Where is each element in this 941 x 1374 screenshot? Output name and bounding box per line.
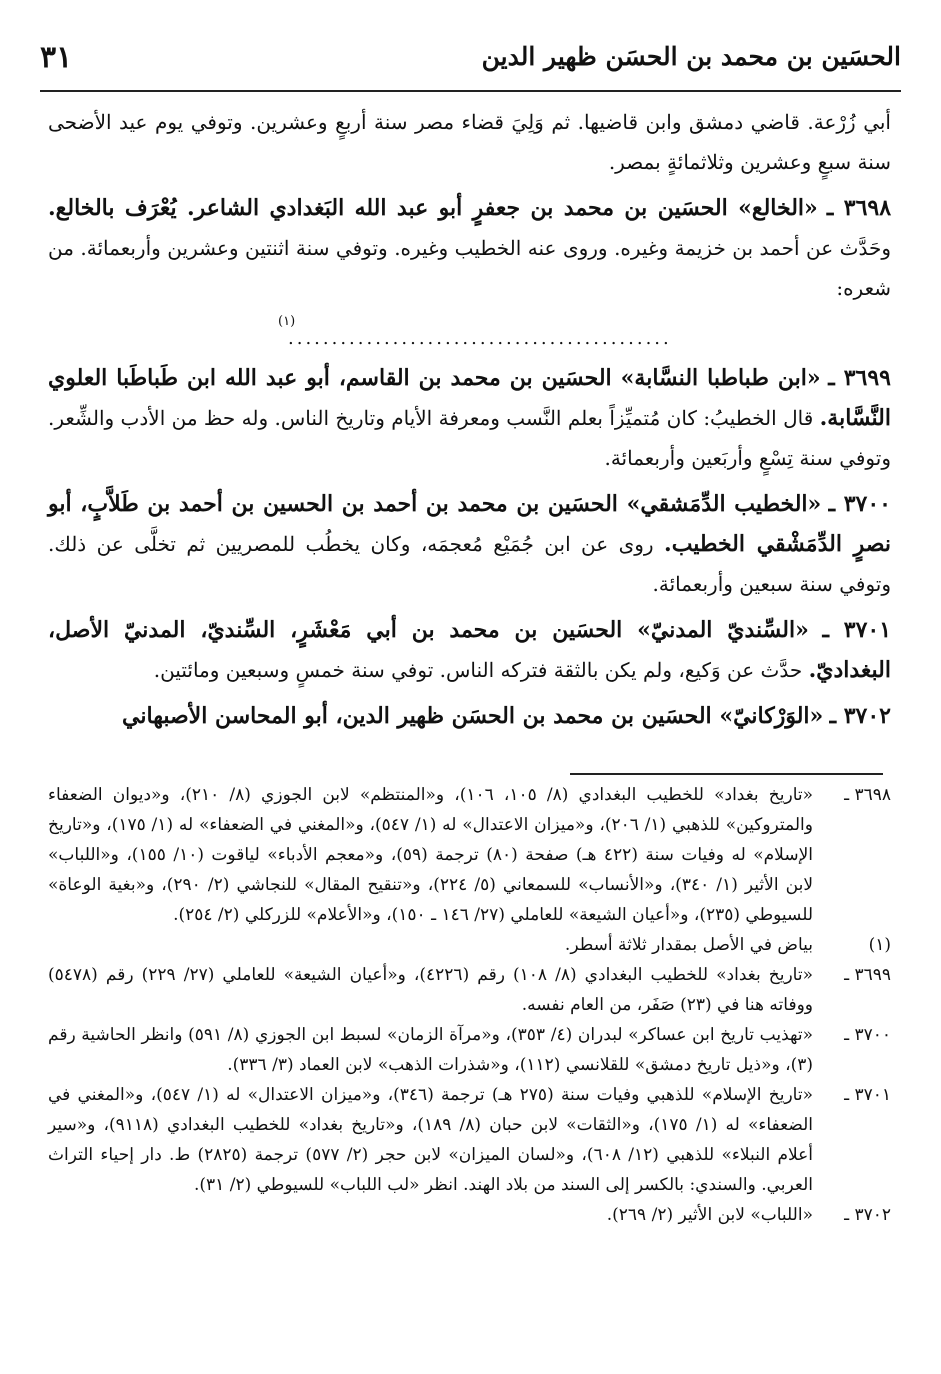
running-title: الحسَين بن محمد بن الحسَن ظهير الدين bbox=[481, 42, 901, 71]
page-header bbox=[40, 40, 901, 86]
entry-number: ٣٧٠٢ ـ bbox=[829, 703, 891, 729]
entry-heading: «الوَرْكانيّ» الحسَين بن محمد بن الحسَن ظهير الدين، أبو المحاسن الأصبهاني bbox=[122, 703, 824, 729]
footnote-ref: (١) bbox=[278, 314, 296, 329]
footnote-text: «تاريخ بغداد» للخطيب البغدادي (٨/ ١٠٥، ١٠٦)، و«المنتظم» لابن الجوزي (٨/ ٢١٠)، و«ديوان الضعفاء والمتروكين» للذهبي (١/ ٢٠٦)، و«ميزان الاعتدال» له (١/ ٥٤٧)، و«المغني في الضعفاء» له (١/ ١٧٥)، و«تاريخ الإسلام» له وفيات سنة (٤٢٢ هـ) صفحة (٨٠) ترجمة (٥٩)، و«معجم الأدباء» لياقوت (١٠/ ١٥٥)، و«اللباب» لابن الأثير (١/ ٣٤٠)، و«الأنساب» للسمعاني (٥/ ٢٢٤)، و«تنقيح المقال» للنجاشي (٢/ ٢٩٠)، و«بغية الوعاة» للسيوطي (٢٣٥)، و«أعيان الشيعة» للعاملي (٢٧/ ١٤٦ ـ ١٥٠)، و«الأعلام» للزركلي (٢/ ٢٥٤). bbox=[48, 785, 814, 925]
entry-continuation bbox=[48, 102, 891, 182]
footnote-3701 bbox=[48, 1080, 891, 1200]
page-number: ٣١ bbox=[40, 40, 73, 75]
footnote-separator bbox=[570, 773, 883, 775]
footnote-text: «تهذيب تاريخ ابن عساكر» لبدران (٤/ ٣٥٣)، و«مرآة الزمان» لسبط ابن الجوزي (٨/ ٥٩١) وانظر الحاشية رقم (٣)، و«ذيل تاريخ دمشق» للقلانسي (١١٢)، و«شذرات الذهب» لابن العماد (٣/ ٣٣٦). bbox=[48, 1025, 813, 1075]
entry-heading: «الخطيب الدِّمَشقي» الحسَين بن محمد بن أحمد بن الحسين بن أحمد بن طَلاَّبٍ، أبو نصرٍ الدِّمَشْقي الخطيب. bbox=[48, 491, 891, 557]
entry-heading: «السِّنديّ المدنيّ» الحسَين بن محمد بن أبي مَعْشَرٍ، السِّنديّ، المدنيّ الأصل، البغداديّ. bbox=[48, 617, 891, 683]
footnote-text: «تاريخ الإسلام» للذهبي وفيات سنة (٢٧٥ هـ) ترجمة (٣٤٦)، و«ميزان الاعتدال» له (١/ ٥٤٧)، و«المغني في الضعفاء» له (١/ ١٧٥)، و«الثقات» لابن حبان (٨/ ١٨٩)، و«تاريخ بغداد» للخطيب البغدادي (٩١١٨)، و«سير أعلام النبلاء» للذهبي (١٢/ ٦٠٨)، و«لسان الميزان» لابن حجر (٢/ ٥٧٧) ترجمة (٢٨٢٥) ط. دار إحياء التراث العربي. والسندي: بالكسر إلى السند من بلاد الهند. انظر «لب اللباب» للسيوطي (٢/ ٣١). bbox=[48, 1085, 814, 1195]
entry-text: قال الخطيبُ: كان مُتميِّزاً بعلم النَّسب ومعرفة الأيام وتاريخ الناس. وله حظ من الأدب والشِّعر. وتوفي سنة تِسْعٍ وأربَعين وأربعمائة. bbox=[48, 406, 891, 470]
entry-heading: «ابن طباطبا النسَّابة» الحسَين بن محمد بن القاسم، أبو عبد الله ابن طَباطَبا العلوي النَّسَّابة. bbox=[48, 365, 891, 431]
footnote-3698 bbox=[48, 780, 891, 930]
header-rule bbox=[40, 90, 901, 92]
entry-text: حدَّث عن وَكيع، ولم يكن بالثقة فتركه الناس. توفي سنة خمسٍ وسبعين ومائتين. bbox=[153, 658, 803, 682]
entry-number: ٣٦٩٩ ـ bbox=[828, 365, 891, 391]
footnote-1 bbox=[48, 930, 891, 960]
entry-3698 bbox=[48, 188, 891, 308]
footnote-text: «تاريخ بغداد» للخطيب البغدادي (٨/ ١٠٨) رقم (٤٢٢٦)، و«أعيان الشيعة» للعاملي (٢٧/ ٢٢٩) رقم (٥٤٧٨) ووفاته هنا في (٢٣) صَفَر، من العام نفسه. bbox=[48, 965, 813, 1015]
entry-3702 bbox=[48, 696, 891, 736]
footnote-number: ٣٦٩٨ ـ bbox=[844, 785, 891, 805]
footnote-number: (١) bbox=[868, 935, 891, 955]
entry-text: أبي زُرْعة. قاضي دمشق وابن قاضيها. ثم وَلِيَ قضاء مصر سنة أربعٍ وعشرين. وتوفي يوم عيد الأضحى سنة سبعٍ وعشرين وثلاثمائةٍ بمصر. bbox=[48, 110, 891, 174]
footnote-text: «اللباب» لابن الأثير (٢/ ٢٦٩). bbox=[606, 1205, 813, 1225]
footnote-3700 bbox=[48, 1020, 891, 1080]
footnote-number: ٣٦٩٩ ـ bbox=[844, 965, 891, 985]
entry-number: ٣٧٠٠ ـ bbox=[828, 491, 891, 517]
entry-3700 bbox=[48, 484, 891, 604]
footnote-3702 bbox=[48, 1200, 891, 1230]
entry-heading: «الخالع» الحسَين بن محمد بن جعفرٍ أبو عبد الله البَغدادي الشاعر. يُعْرَف بالخالع. bbox=[48, 195, 818, 221]
footnote-3699 bbox=[48, 960, 891, 1020]
entry-3699 bbox=[48, 358, 891, 478]
entry-number: ٣٦٩٨ ـ bbox=[826, 195, 892, 221]
footnote-text: بياض في الأصل بمقدار ثلاثة أسطر. bbox=[564, 935, 813, 955]
footnote-number: ٣٧٠٠ ـ bbox=[844, 1025, 891, 1045]
main-text bbox=[48, 102, 891, 742]
footnote-number: ٣٧٠٢ ـ bbox=[844, 1205, 891, 1225]
entry-text: وحَدَّث عن أحمد بن خزيمة وغيره. وروى عنه الخطيب وغيره. وتوفي سنة اثنتين وعشرين وأربعمائة. من شعره: bbox=[48, 236, 891, 300]
entry-text: روى عن ابن جُمَيْع مُعجمَه، وكان يخطُب للمصريين ثم تخلَّى عن ذلك. وتوفي سنة سبعين وأربعمائة. bbox=[48, 532, 891, 596]
ellipsis-dots: ............................................ bbox=[288, 328, 672, 349]
entry-number: ٣٧٠١ ـ bbox=[822, 617, 892, 643]
footnote-number: ٣٧٠١ ـ bbox=[844, 1085, 891, 1105]
poem-placeholder bbox=[48, 314, 891, 358]
footnotes bbox=[48, 780, 891, 1230]
entry-3701 bbox=[48, 610, 891, 690]
